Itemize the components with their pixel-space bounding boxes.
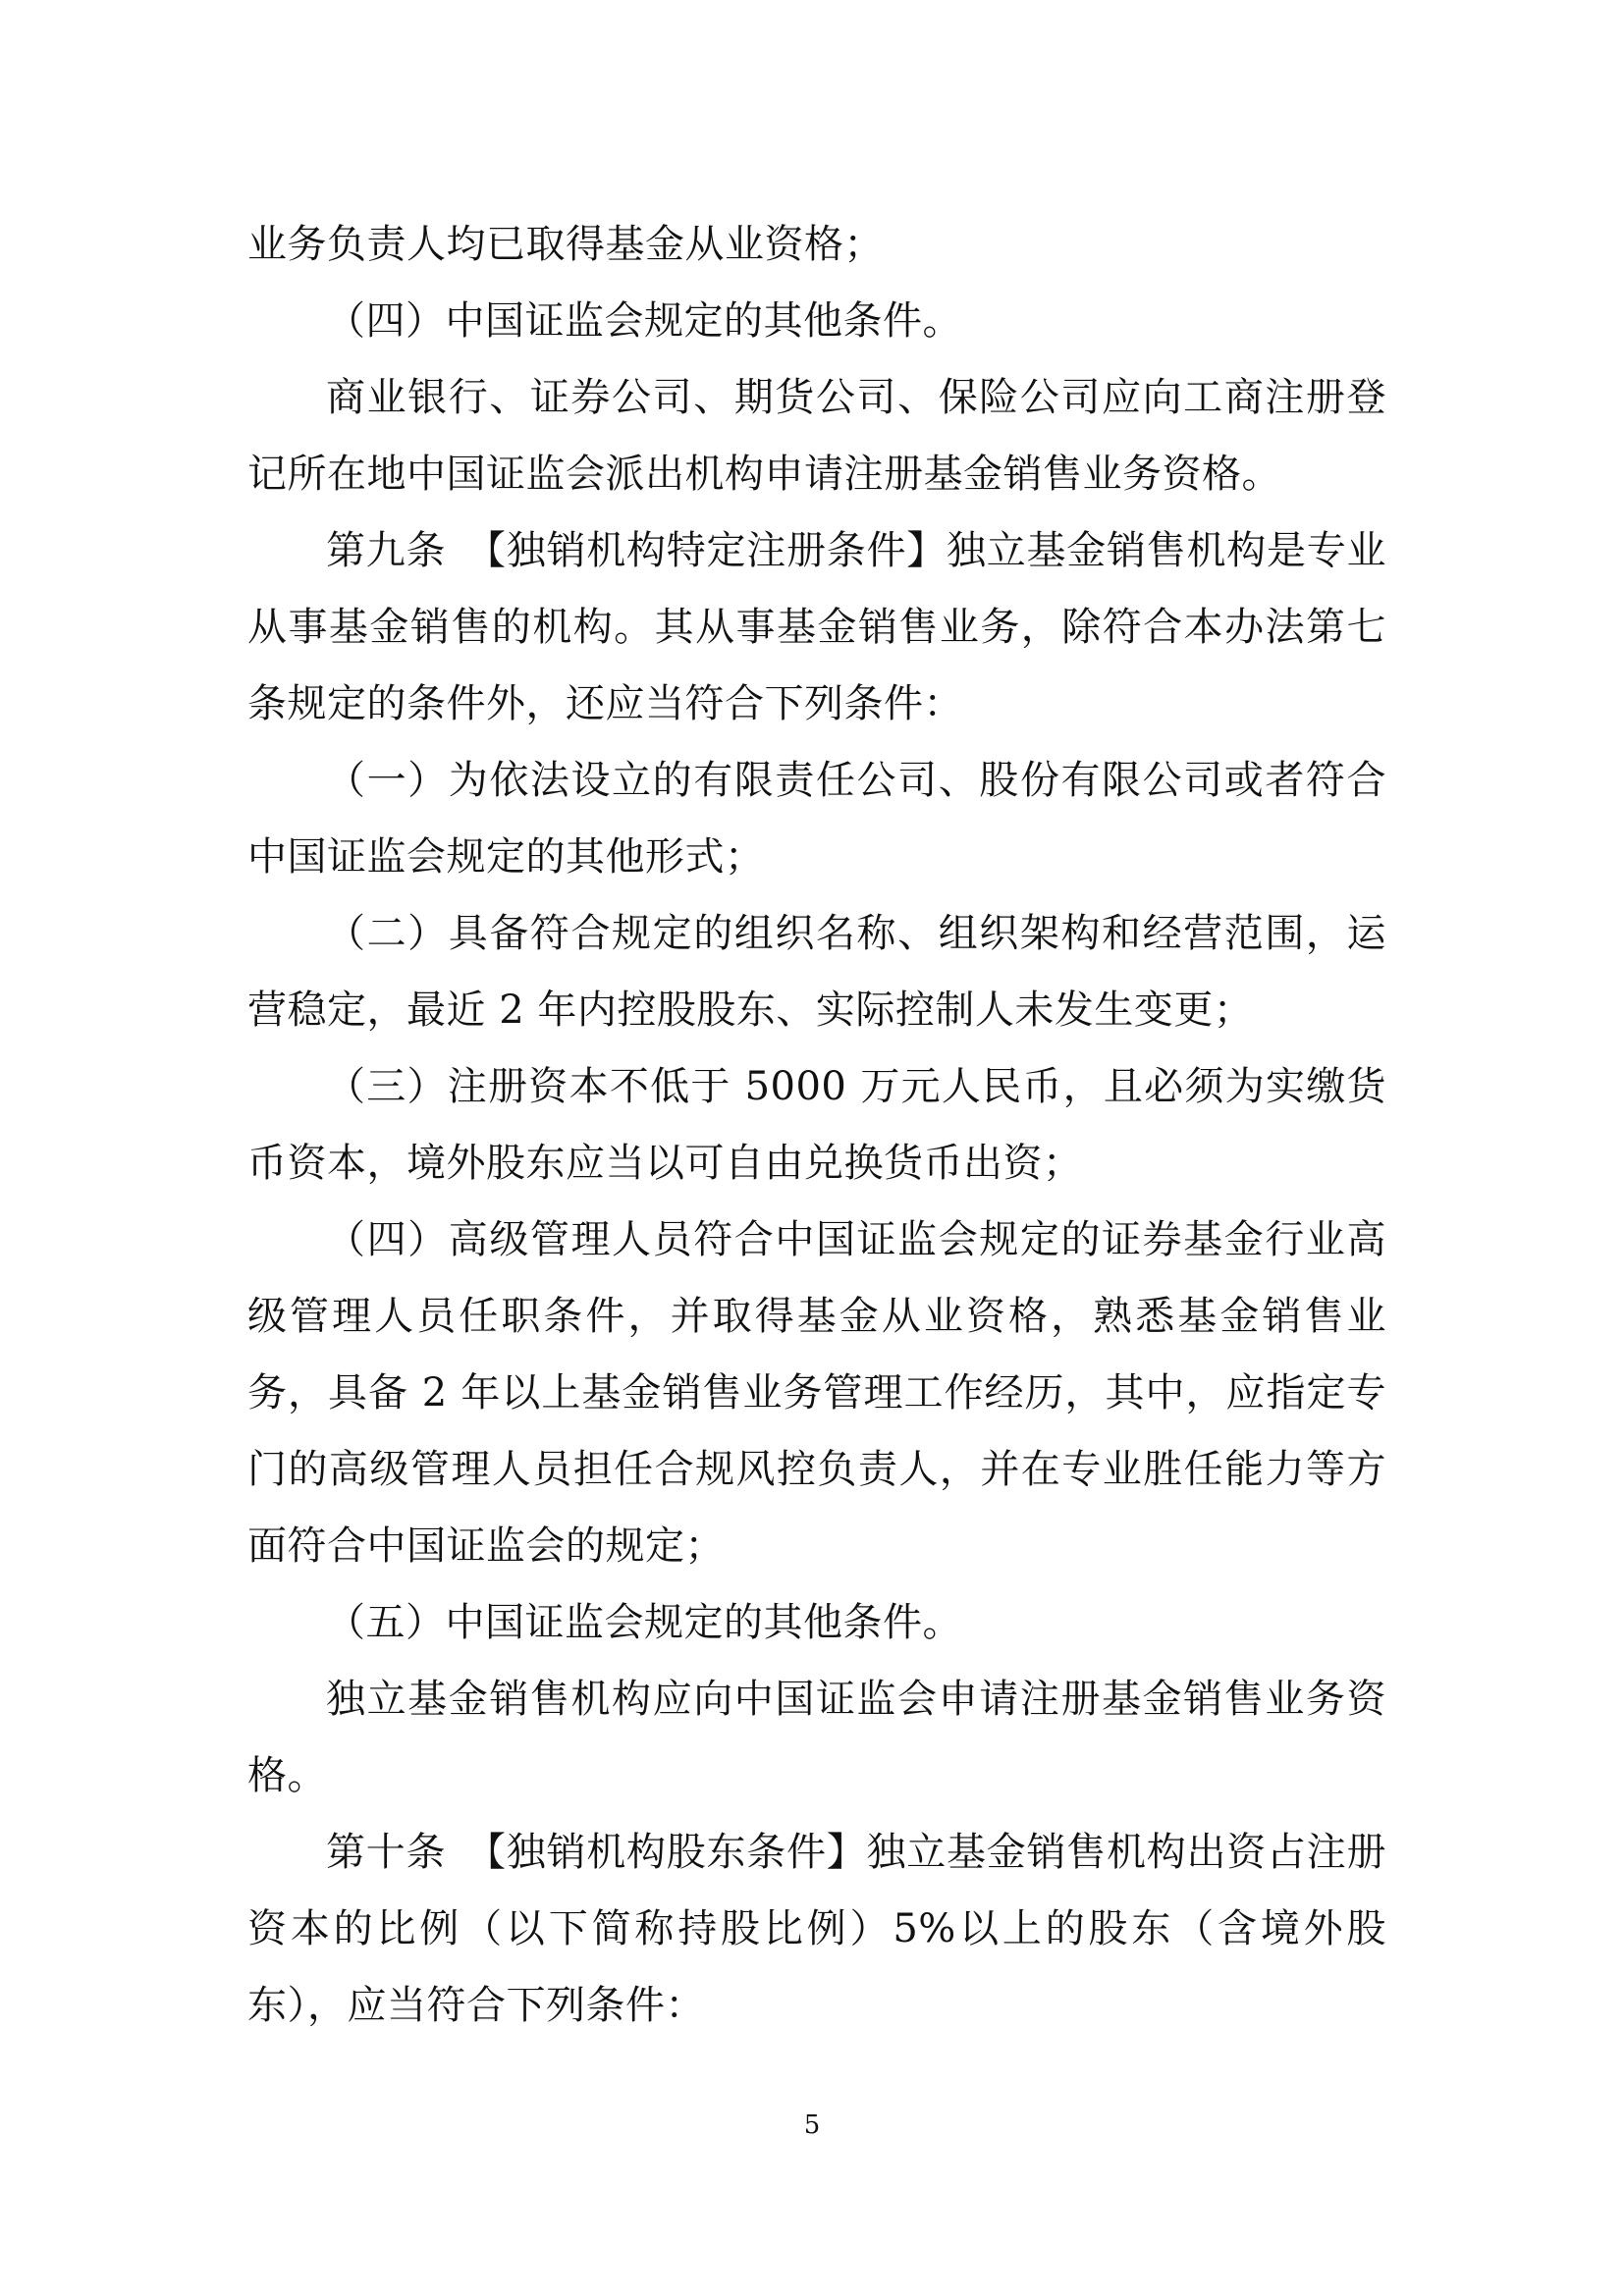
- paragraph-bank-registration: 商业银行、证券公司、期货公司、保险公司应向工商注册登记所在地中国证监会派出机构申请注册基金销售业务资格。: [247, 375, 1386, 497]
- paragraph-article-9-item-5: （五）中国证监会规定的其他条件。: [326, 1600, 962, 1645]
- paragraph-article-9-item-1: （一）为依法设立的有限责任公司、股份有限公司或者符合中国证监会规定的其他形式；: [247, 758, 1386, 880]
- paragraph-article-10: 第十条 【独销机构股东条件】独立基金销售机构出资占注册资本的比例（以下简称持股比例）5%以上的股东（含境外股东），应当符合下列条件：: [247, 1830, 1386, 2028]
- paragraph-article-9-item-2: （二）具备符合规定的组织名称、组织架构和经营范围，运营稳定，最近 2 年内控股股东、实际控制人未发生变更；: [247, 911, 1386, 1033]
- paragraph-article-9-item-4: （四）高级管理人员符合中国证监会规定的证券基金行业高级管理人员任职条件，并取得基金从业资格，熟悉基金销售业务，具备 2 年以上基金销售业务管理工作经历，其中，应指定专门的高级管理人员担任合规风控负责人，并在专业胜任能力等方面符合中国证监会的规定；: [247, 1217, 1386, 1569]
- paragraph-article-9: 第九条 【独销机构特定注册条件】独立基金销售机构是专业从事基金销售的机构。其从事基金销售业务，除符合本办法第七条规定的条件外，还应当符合下列条件：: [247, 528, 1386, 726]
- document-body: [247, 206, 1386, 2044]
- paragraph-article-9-item-3: （三）注册资本不低于 5000 万元人民币，且必须为实缴货币资本，境外股东应当以可自由兑换货币出资；: [247, 1064, 1386, 1186]
- paragraph-continued: 业务负责人均已取得基金从业资格；: [247, 222, 884, 267]
- paragraph-item-4: （四）中国证监会规定的其他条件。: [326, 298, 962, 344]
- paragraph-independent-registration: 独立基金销售机构应向中国证监会申请注册基金销售业务资格。: [247, 1677, 1386, 1798]
- page-number: 5: [803, 2110, 821, 2140]
